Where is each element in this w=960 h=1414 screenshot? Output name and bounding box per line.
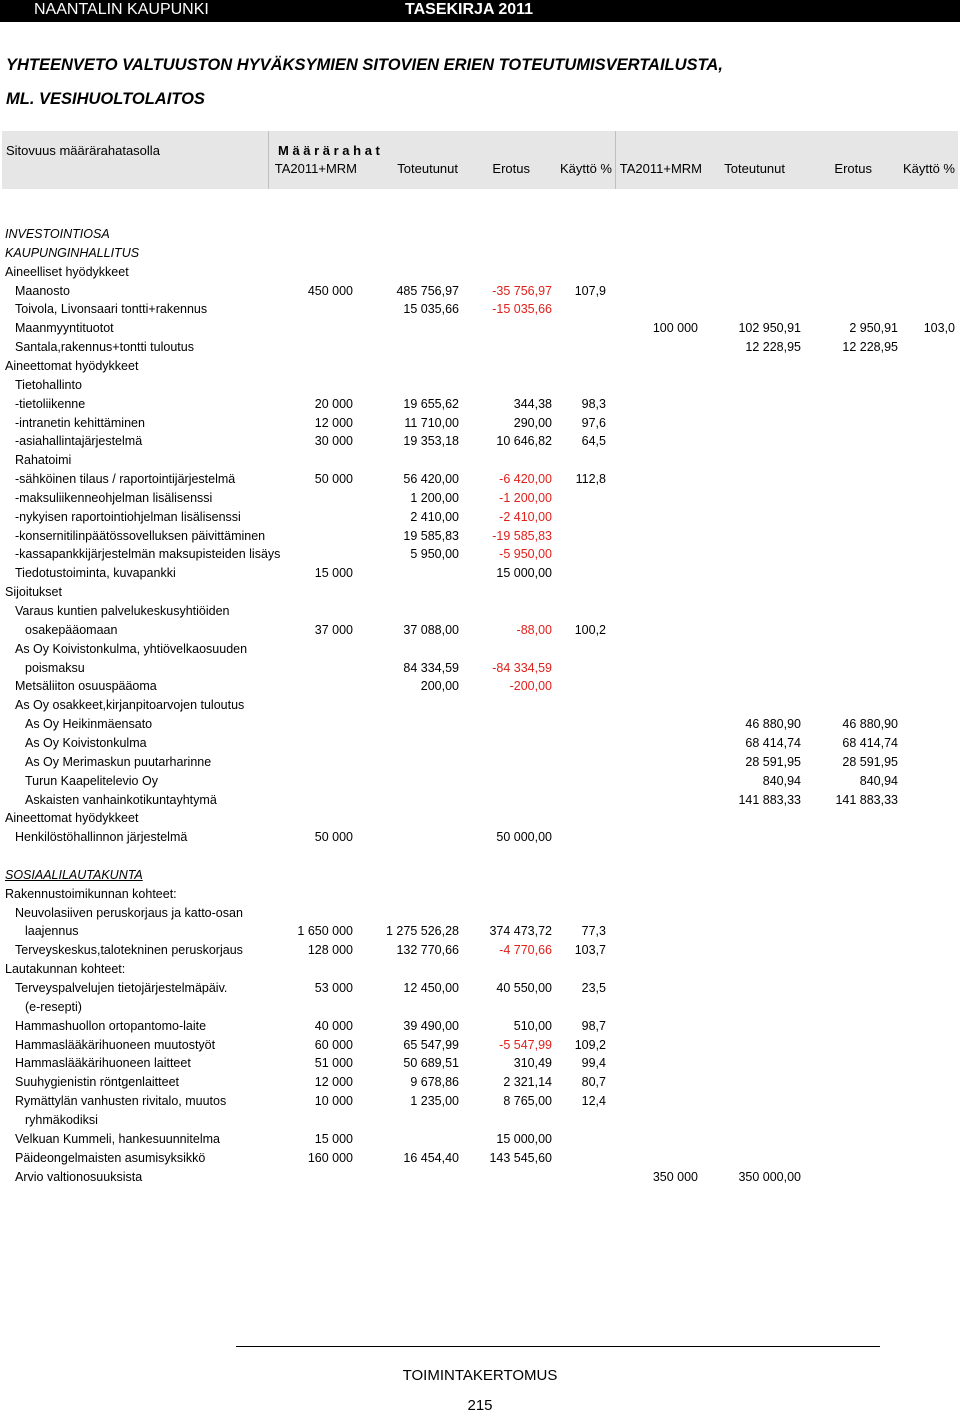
table-row — [0, 734, 960, 753]
cell-value: 1 650 000 — [297, 924, 353, 939]
row-label: -sähköinen tilaus / raportointijärjestelmä — [15, 472, 236, 487]
cell-value: 344,38 — [513, 396, 552, 411]
row-label: -kassapankkijärjestelmän maksupisteiden lisäys — [15, 547, 281, 562]
row-label: Henkilöstöhallinnon järjestelmä — [15, 830, 188, 845]
table-row — [0, 1092, 960, 1111]
cell-value: 10 000 — [314, 1094, 353, 1109]
cell-value: 97,6 — [581, 415, 606, 430]
cell-value: 12,4 — [581, 1094, 606, 1109]
cell-value: 485 756,97 — [396, 283, 459, 298]
table-row — [0, 941, 960, 960]
cell-value: 84 334,59 — [403, 660, 459, 675]
table-row — [0, 866, 960, 885]
table-row — [0, 602, 960, 621]
cell-value: 12 228,95 — [842, 340, 898, 355]
municipality-name: NAANTALIN KAUPUNKI — [34, 1, 209, 18]
cell-value: 28 591,95 — [842, 754, 898, 769]
cell-value: 56 420,00 — [403, 472, 459, 487]
table-row — [0, 1111, 960, 1130]
table-row — [0, 319, 960, 338]
cell-value: 53 000 — [314, 981, 353, 995]
table-row — [0, 979, 960, 998]
cell-value: 39 490,00 — [403, 1018, 459, 1033]
cell-value: 51 000 — [314, 1056, 353, 1071]
cell-value: -4 770,66 — [499, 943, 552, 958]
cell-value: 510,00 — [513, 1018, 552, 1033]
table-row — [0, 451, 960, 470]
binding-level-label: Sitovuus määrärahatasolla — [6, 143, 160, 158]
cell-value: 5 950,00 — [410, 547, 459, 562]
table-row — [0, 772, 960, 791]
row-label: Päideongelmaisten asumisyksikkö — [15, 1150, 206, 1165]
row-label: INVESTOINTIOSA — [5, 227, 110, 241]
table-row — [0, 527, 960, 546]
cell-value: -5 547,99 — [499, 1037, 552, 1052]
row-label: Varaus kuntien palvelukeskusyhtiöiden — [15, 604, 230, 618]
row-label: -konsernitilinpäätössovelluksen päivittäminen — [15, 528, 266, 543]
table-row — [0, 809, 960, 828]
row-label: -tietoliikenne — [15, 396, 86, 411]
row-label: Tietohallinto — [15, 377, 82, 392]
cell-value: 68 414,74 — [745, 735, 801, 750]
cell-value: 374 473,72 — [489, 924, 552, 939]
cell-value: 60 000 — [314, 1037, 353, 1052]
cell-value: 50 000 — [314, 472, 353, 487]
cell-value: 8 765,00 — [503, 1094, 552, 1109]
cell-value: 46 880,90 — [745, 717, 801, 732]
cell-value: -1 200,00 — [499, 490, 552, 505]
page-number: 215 — [467, 1397, 493, 1414]
cell-value: 103,0 — [923, 321, 955, 336]
row-label: As Oy osakkeet,kirjanpitoarvojen tuloutus — [15, 698, 245, 713]
cell-value: -15 035,66 — [492, 302, 552, 317]
cell-value: 290,00 — [513, 415, 552, 430]
cell-value: 12 450,00 — [403, 981, 459, 995]
cell-value: 1 200,00 — [410, 490, 459, 505]
table-row — [0, 1073, 960, 1092]
cell-value: -5 950,00 — [499, 547, 552, 562]
table-row — [0, 659, 960, 678]
cell-value: 98,7 — [581, 1018, 606, 1033]
cell-value: 143 545,60 — [489, 1150, 552, 1165]
row-label: ryhmäkodiksi — [25, 1112, 98, 1127]
cell-value: 840,94 — [859, 773, 898, 788]
cell-value: 2 950,91 — [849, 321, 898, 336]
table-row — [0, 1054, 960, 1073]
cell-value: 102 950,91 — [738, 321, 801, 336]
column-header: Erotus — [492, 161, 530, 176]
cell-value: 2 321,14 — [503, 1075, 552, 1090]
table-row — [0, 847, 960, 866]
row-label: Hammaslääkärihuoneen laitteet — [15, 1056, 191, 1071]
footer-rule — [236, 1346, 880, 1347]
cell-value: 50 000,00 — [496, 830, 552, 845]
cell-value: 50 000 — [314, 830, 353, 845]
cell-value: 100,2 — [574, 622, 606, 637]
cell-value: 141 883,33 — [835, 792, 898, 807]
cell-value: 11 710,00 — [404, 415, 459, 430]
row-label: Turun Kaapelitelevio Oy — [25, 773, 158, 788]
row-label: Suuhygienistin röntgenlaitteet — [15, 1075, 180, 1090]
cell-value: 12 000 — [314, 415, 353, 430]
row-label: Metsäliiton osuuspääoma — [15, 679, 157, 694]
cell-value: 12 000 — [314, 1075, 353, 1090]
row-label: Hammashuollon ortopantomo-laite — [15, 1018, 207, 1033]
column-header: Käyttö % — [559, 161, 612, 176]
row-label: laajennus — [25, 924, 79, 939]
table-row — [0, 640, 960, 659]
cell-value: -6 420,00 — [499, 472, 552, 487]
cell-value: 68 414,74 — [842, 735, 898, 750]
cell-value: 107,9 — [574, 283, 606, 298]
cell-value: 112,8 — [575, 472, 606, 487]
row-label: Rakennustoimikunnan kohteet: — [5, 886, 177, 901]
row-label: Santala,rakennus+tontti tuloutus — [15, 340, 194, 355]
table-row — [0, 432, 960, 451]
table-row — [0, 922, 960, 941]
cell-value: 40 000 — [314, 1018, 353, 1033]
cell-value: 12 228,95 — [745, 340, 801, 355]
cell-value: 200,00 — [420, 679, 459, 694]
row-label: Rymättylän vanhusten rivitalo, muutos — [15, 1094, 227, 1109]
cell-value: 80,7 — [581, 1075, 606, 1090]
table-row — [0, 225, 960, 244]
footer-section: TOIMINTAKERTOMUS — [402, 1367, 558, 1384]
cell-value: 16 454,40 — [403, 1150, 459, 1165]
cell-value: 98,3 — [581, 396, 606, 411]
row-label: Toivola, Livonsaari tontti+rakennus — [15, 302, 208, 317]
row-label: -asiahallintajärjestelmä — [15, 434, 143, 449]
row-label: Rahatoimi — [15, 453, 72, 468]
table-row — [0, 282, 960, 301]
table-row — [0, 696, 960, 715]
cell-value: 100 000 — [652, 321, 698, 336]
row-label: osakepääomaan — [25, 622, 118, 637]
row-label: Aineettomat hyödykkeet — [5, 358, 139, 373]
cell-value: 99,4 — [581, 1056, 606, 1071]
table-row — [0, 753, 960, 772]
row-label: Sijoitukset — [5, 585, 62, 600]
table-row — [0, 376, 960, 395]
table-row — [0, 715, 960, 734]
column-header: Toteutunut — [397, 161, 458, 176]
cell-value: 9 678,86 — [410, 1075, 459, 1090]
row-label: -maksuliikenneohjelman lisälisenssi — [15, 490, 213, 505]
cell-value: 77,3 — [581, 924, 606, 939]
table-row — [0, 357, 960, 376]
row-label: Arvio valtionosuuksista — [15, 1169, 143, 1184]
top-header-bar — [0, 0, 960, 22]
cell-value: 37 088,00 — [403, 622, 459, 637]
column-header: TA2011+MRM — [619, 161, 702, 176]
cell-value: 15 000,00 — [496, 1131, 552, 1146]
table-row — [0, 1017, 960, 1036]
row-label: Terveyskeskus,talotekninen peruskorjaus — [15, 943, 243, 958]
row-label: Neuvolasiiven peruskorjaus ja katto-osan — [15, 905, 243, 920]
table-row — [0, 244, 960, 263]
column-header: Käyttö % — [902, 161, 955, 176]
row-label: Maanmyyntituotot — [15, 321, 114, 336]
cell-value: -2 410,00 — [499, 509, 552, 524]
cell-value: 310,49 — [513, 1056, 552, 1071]
document-name: TASEKIRJA 2011 — [405, 1, 534, 18]
cell-value: 15 000 — [314, 566, 353, 581]
cell-value: 37 000 — [314, 622, 353, 637]
row-label: Velkuan Kummeli, hankesuunnitelma — [15, 1131, 220, 1146]
table-row — [0, 904, 960, 923]
table-header-band — [2, 131, 958, 189]
cell-value: -84 334,59 — [492, 660, 552, 675]
column-header: Erotus — [834, 161, 872, 176]
cell-value: 350 000,00 — [738, 1169, 801, 1184]
cell-value: 15 000 — [314, 1131, 353, 1146]
cell-value: 23,5 — [581, 981, 606, 995]
table-row — [0, 1130, 960, 1149]
row-label: Maanosto — [15, 283, 70, 298]
cell-value: 30 000 — [314, 434, 353, 449]
cell-value: 28 591,95 — [745, 754, 801, 769]
cell-value: 64,5 — [581, 434, 606, 449]
cell-value: 65 547,99 — [403, 1037, 459, 1052]
row-label: As Oy Koivistonkulma, yhtiövelkaosuuden — [15, 641, 248, 656]
cell-value: 19 655,62 — [403, 396, 459, 411]
table-row — [0, 885, 960, 904]
row-label: Tiedotustoiminta, kuvapankki — [15, 566, 176, 581]
cell-value: 350 000 — [652, 1169, 698, 1184]
cell-value: 840,94 — [762, 773, 801, 788]
cell-value: 103,7 — [574, 943, 606, 958]
table-row — [0, 564, 960, 583]
cell-value: -88,00 — [516, 622, 552, 637]
page-title-line1: YHTEENVETO VALTUUSTON HYVÄKSYMIEN SITOVIEN ERIEN TOTEUTUMISVERTAILUSTA, — [6, 56, 723, 74]
column-header: Toteutunut — [724, 161, 785, 176]
row-label: Askaisten vanhainkotikuntayhtymä — [25, 792, 217, 807]
cell-value: 109,2 — [574, 1037, 606, 1052]
table-row — [0, 960, 960, 979]
row-label: Terveyspalvelujen tietojärjestelmäpäiv. — [15, 981, 228, 995]
cell-value: 20 000 — [314, 396, 353, 411]
table-row — [0, 545, 960, 564]
row-label: As Oy Heikinmäensato — [25, 717, 153, 732]
row-label: KAUPUNGINHALLITUS — [5, 245, 140, 260]
table-row — [0, 1149, 960, 1168]
cell-value: 2 410,00 — [410, 509, 459, 524]
table-row — [0, 1168, 960, 1187]
cell-value: 15 000,00 — [496, 566, 552, 581]
cell-value: 1 275 526,28 — [386, 924, 459, 939]
table-row — [0, 791, 960, 810]
cell-value: 132 770,66 — [396, 943, 459, 958]
table-row — [0, 998, 960, 1017]
row-label: Lautakunnan kohteet: — [5, 962, 126, 977]
table-row — [0, 677, 960, 696]
cell-value: 19 585,83 — [403, 528, 459, 543]
header-divider — [268, 131, 269, 189]
table-row — [0, 300, 960, 319]
cell-value: 19 353,18 — [403, 434, 459, 449]
cell-value: 141 883,33 — [738, 792, 801, 807]
page-title-line2: ML. VESIHUOLTOLAITOS — [6, 90, 205, 108]
table-row — [0, 470, 960, 489]
cell-value: 1 235,00 — [410, 1094, 459, 1109]
column-header: TA2011+MRM — [274, 161, 357, 176]
cell-value: 15 035,66 — [403, 302, 459, 317]
row-label: Aineettomat hyödykkeet — [5, 811, 139, 826]
table-row — [0, 263, 960, 282]
row-label: As Oy Koivistonkulma — [25, 735, 147, 750]
row-label: (e-resepti) — [25, 999, 82, 1014]
table-row — [0, 1036, 960, 1055]
cell-value: -200,00 — [509, 679, 552, 694]
table-row — [0, 489, 960, 508]
cell-value: 10 646,82 — [496, 434, 552, 449]
cell-value: 128 000 — [307, 943, 353, 958]
table-row — [0, 583, 960, 602]
row-label: Aineelliset hyödykkeet — [5, 264, 129, 279]
row-label: poismaksu — [25, 660, 85, 675]
header-divider — [615, 131, 616, 189]
row-label: Hammaslääkärihuoneen muutostyöt — [15, 1037, 216, 1052]
cell-value: -35 756,97 — [492, 283, 552, 298]
cell-value: -19 585,83 — [492, 528, 552, 543]
cell-value: 160 000 — [307, 1150, 353, 1165]
table-row — [0, 508, 960, 527]
row-label: As Oy Merimaskun puutarharinne — [25, 754, 212, 769]
table-row — [0, 621, 960, 640]
table-row — [0, 414, 960, 433]
cell-value: 450 000 — [307, 283, 353, 298]
cell-value: 50 689,51 — [403, 1056, 459, 1071]
row-label: SOSIAALILAUTAKUNTA — [5, 867, 143, 882]
table-row — [0, 828, 960, 847]
row-label: -intranetin kehittäminen — [15, 415, 145, 430]
appropriations-label: M ä ä r ä r a h a t — [278, 143, 380, 158]
row-label: -nykyisen raportointiohjelman lisälisenssi — [15, 509, 241, 524]
table-row — [0, 395, 960, 414]
cell-value: 46 880,90 — [842, 717, 898, 732]
table-row — [0, 338, 960, 357]
cell-value: 40 550,00 — [496, 981, 552, 995]
